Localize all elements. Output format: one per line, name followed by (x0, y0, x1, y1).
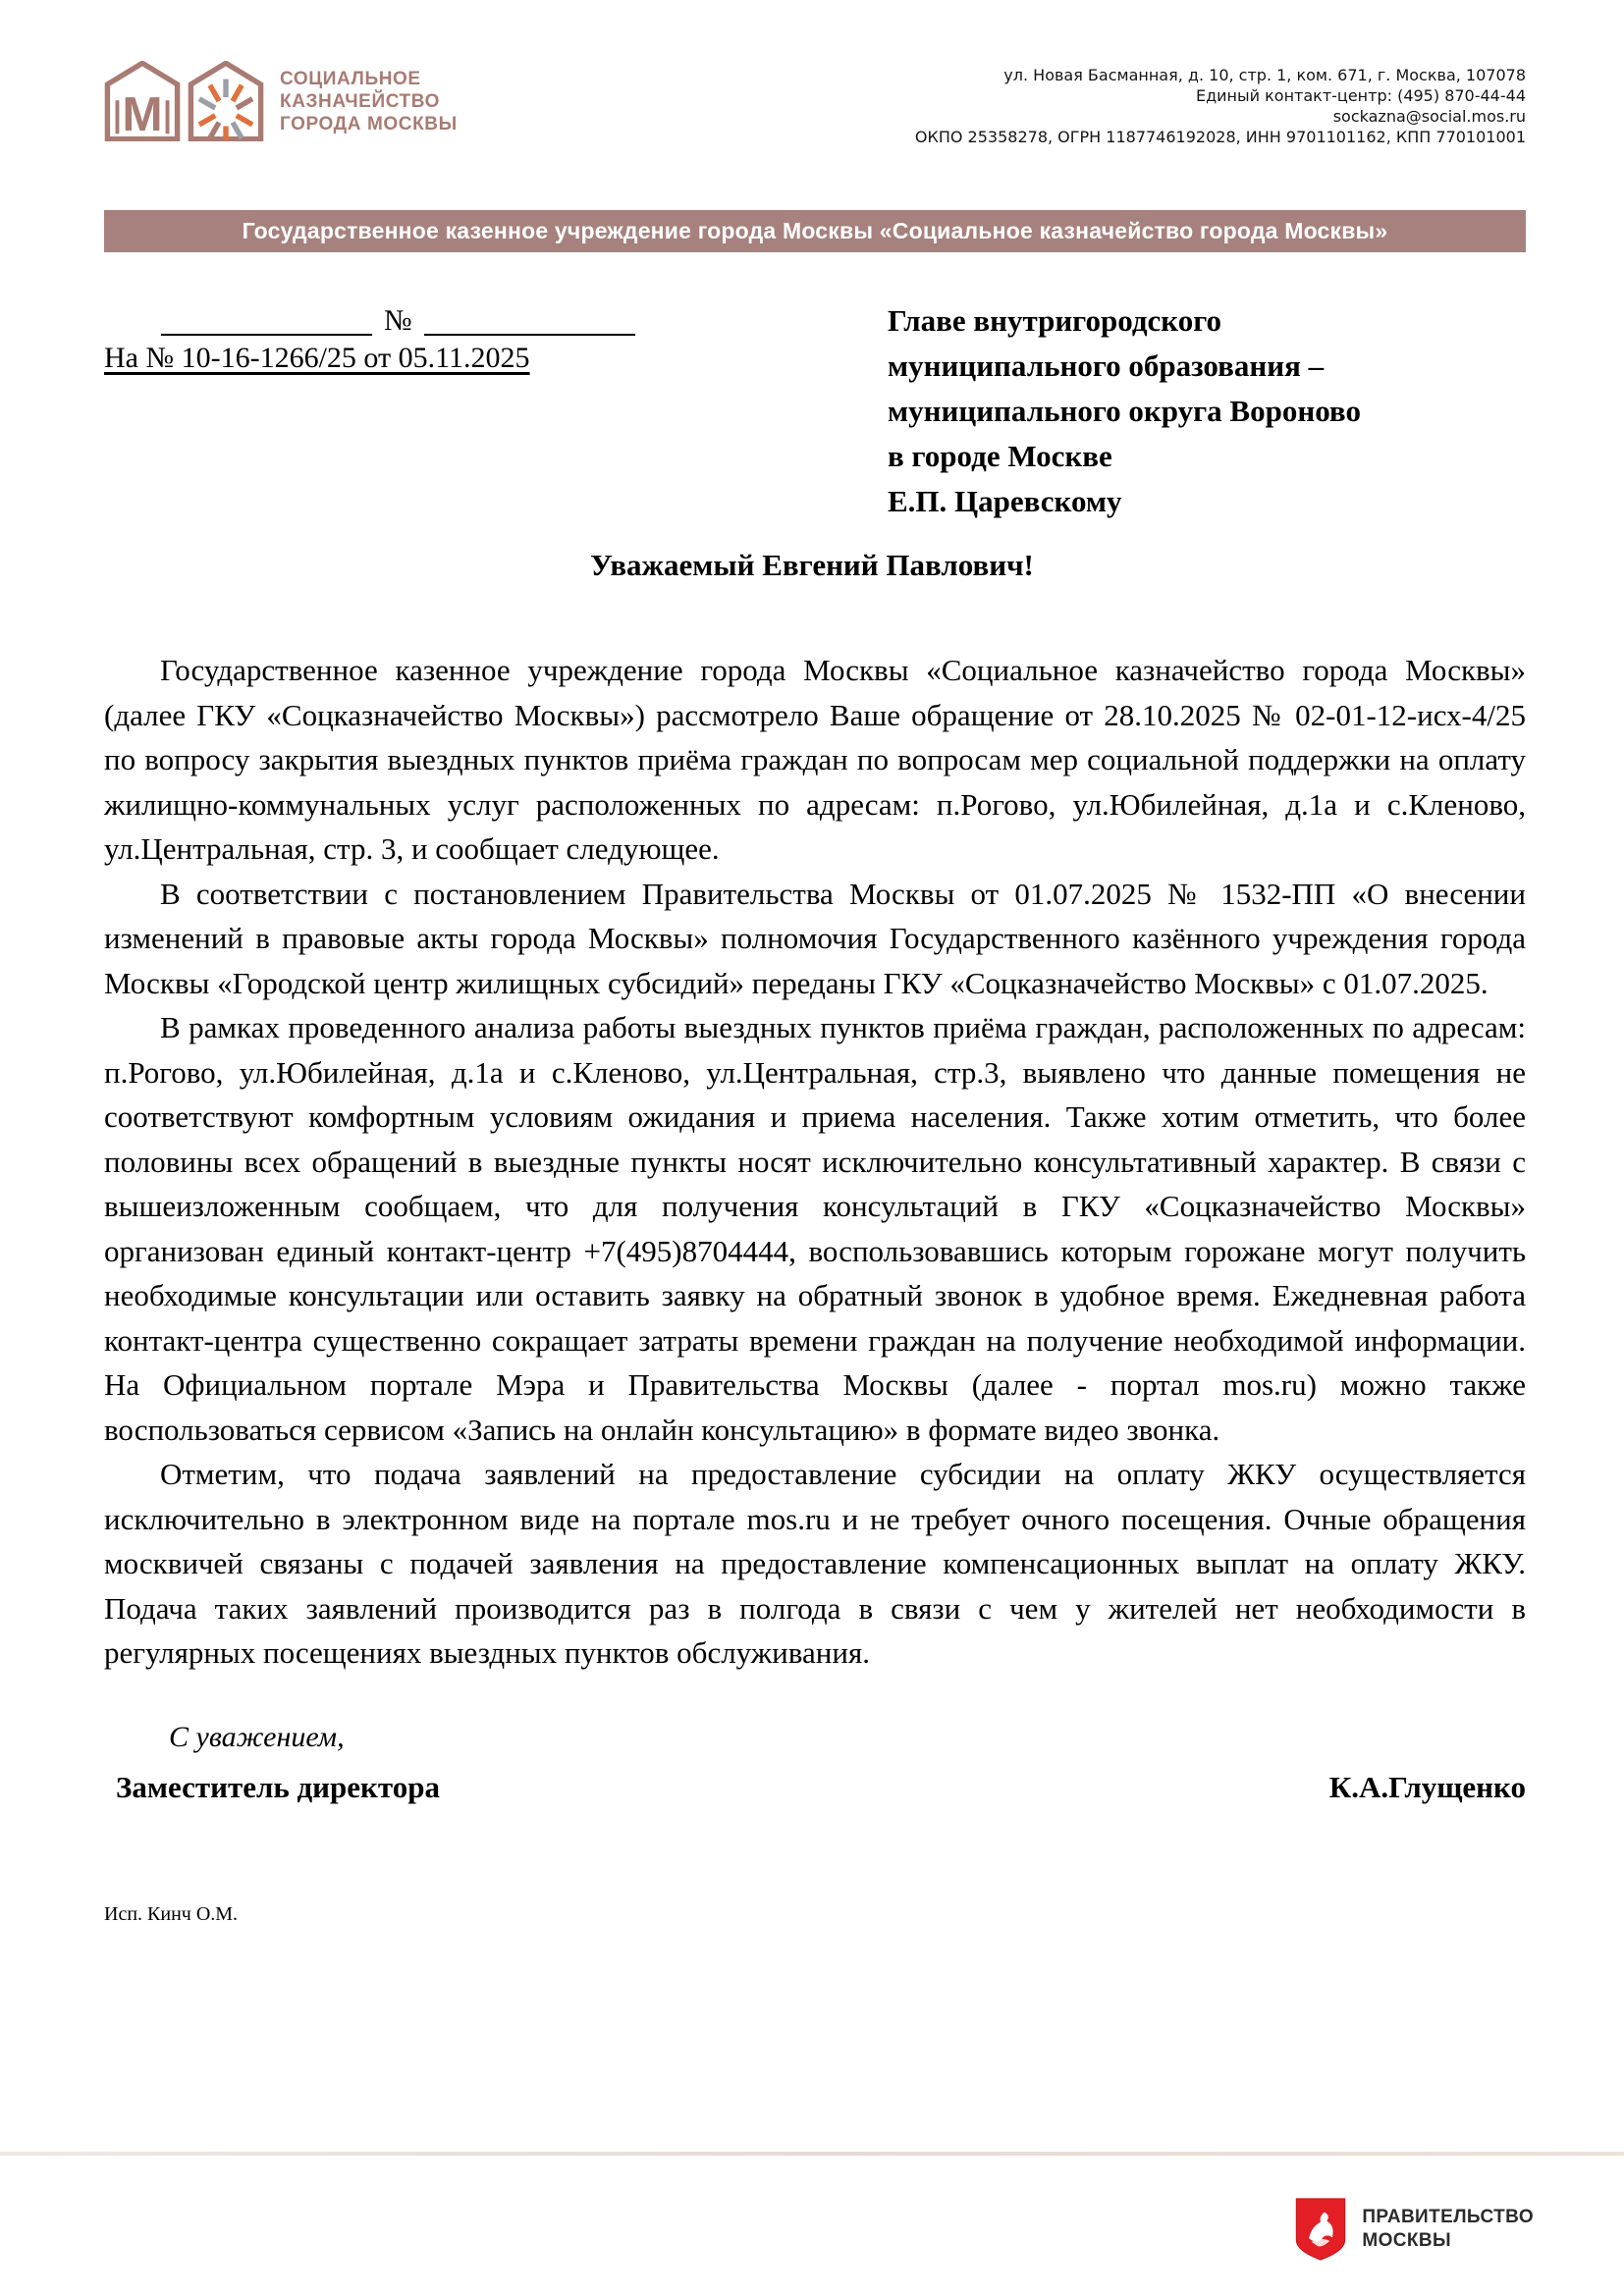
signature-row (104, 1770, 1526, 1805)
org-name-line: КАЗНАЧЕЙСТВО (280, 90, 440, 112)
blank-line (161, 306, 372, 336)
addressee-line: в городе Москве (888, 439, 1112, 473)
monogram-house-icon (104, 61, 181, 141)
executor-note: Исп. Кинч О.М. (104, 1902, 239, 1925)
moscow-government-logo (1293, 2197, 1534, 2262)
org-name (280, 68, 458, 135)
gov-logo-caption-line: ПРАВИТЕЛЬСТВО (1362, 2207, 1534, 2227)
org-requisites: ОКПО 25358278, ОГРН 1187746192028, ИНН 9701101162, КПП 770101001 (914, 128, 1526, 146)
gov-logo-caption (1362, 2206, 1534, 2253)
blank-line (424, 306, 635, 336)
sunburst-house-icon (188, 61, 264, 141)
addressee-line: муниципального образования – (888, 348, 1325, 383)
body-paragraph: Государственное казенное учреждение города Москвы «Социальное казначейство города Москвы» (далее ГКУ «Соцказначейство Москвы») рассмотрело Ваше обращение от 28.10.2025 № 02-01-12-исх-4/25 по вопросу закрытия выездных пунктов приёма граждан по вопросам мер социальной поддержки на оплату жилищно-коммунальных услуг расположенных по адресам: п.Рогово, ул.Юбилейная, д.1а и с.Кленово, ул.Центральная, стр. 3, и сообщает следующее. (104, 653, 1526, 866)
reply-reference-text: На № 10-16-1266/25 от 05.11.2025 (104, 342, 530, 374)
reply-reference-line (104, 342, 654, 375)
org-logo (104, 61, 458, 141)
addressee-block (888, 298, 1526, 524)
reference-addressee-row (104, 298, 1526, 524)
closing-regards: С уважением, (169, 1720, 345, 1753)
reference-block (104, 298, 654, 524)
addressee-line: муниципального округа Вороново (888, 394, 1361, 428)
signer-name: К.А.Глущенко (1328, 1769, 1526, 1804)
org-name-line: ГОРОДА МОСКВЫ (280, 113, 458, 134)
gov-logo-caption-line: МОСКВЫ (1362, 2230, 1452, 2251)
signer-position: Заместитель директора (116, 1769, 440, 1804)
addressee-line: Е.П. Царевскому (888, 484, 1122, 518)
svg-text:М: М (122, 87, 163, 141)
org-banner: Государственное казенное учреждение города Москвы «Социальное казначейство города Москвы» (104, 210, 1526, 252)
body-paragraph: Отметим, что подача заявлений на предоставление субсидии на оплату ЖКУ осуществляется исключительно в электронном виде на портале mos.ru и не требует очного посещения. Очные обращения москвичей связаны с подачей заявления на предоставление компенсационных выплат на оплату ЖКУ. Подача таких заявлений производится раз в полгода в связи с чем у жителей нет необходимости в регулярных посещениях выездных пунктов обслуживания. (104, 1457, 1526, 1670)
outgoing-number-line (161, 298, 654, 336)
body-paragraph: В рамках проведенного анализа работы выездных пунктов приёма граждан, расположенных по адресам: п.Рогово, ул.Юбилейная, д.1а и с.Кленово, ул.Центральная, стр.3, выявлено что данные помещения не соответствуют комфортным условиям ожидания и приема населения. Также хотим отметить, что более половины всех обращений в выездные пункты носят исключительно консультативный характер. В связи с вышеизложенным сообщаем, что для получения консультаций в ГКУ «Соцказначейство Москвы» организован единый контакт-центр +7(495)8704444, воспользовавшись которым горожане могут получить необходимые консультации или оставить заявку на обратный звонок в удобное время. Ежедневная работа контакт-центра существенно сокращает затраты времени граждан на получение необходимой информации. На Официальном портале Мэра и Правительства Москвы (далее - портал mos.ru) можно также воспользоваться сервисом «Запись на онлайн консультацию» в формате видео звонка. (104, 1010, 1526, 1447)
moscow-coat-of-arms-icon (1293, 2197, 1348, 2262)
closing-block (104, 1721, 1526, 1805)
letter-body (104, 648, 1526, 1676)
logo-houses (104, 61, 264, 141)
footer-divider (0, 2152, 1624, 2156)
contact-center-phone: Единый контакт-центр: (495) 870-44-44 (1195, 86, 1526, 105)
letterhead (0, 0, 1624, 147)
salutation: Уважаемый Евгений Павлович! (590, 548, 1034, 582)
contact-info (915, 61, 1526, 147)
org-name-line: СОЦИАЛЬНОЕ (280, 68, 421, 89)
addressee-line: Главе внутригородского (888, 303, 1222, 338)
body-paragraph: В соответствии с постановлением Правительства Москвы от 01.07.2025 № 1532-ПП «О внесении изменений в правовые акты города Москвы» полномочия Государственного казённого учреждения города Москвы «Городской центр жилищных субсидий» переданы ГКУ «Соцказначейство Москвы» с 01.07.2025. (104, 876, 1526, 1000)
org-email: sockazna@social.mos.ru (1332, 107, 1526, 126)
org-address: ул. Новая Басманная, д. 10, стр. 1, ком. 671, г. Москва, 107078 (1003, 66, 1526, 84)
number-sign: № (384, 304, 412, 337)
